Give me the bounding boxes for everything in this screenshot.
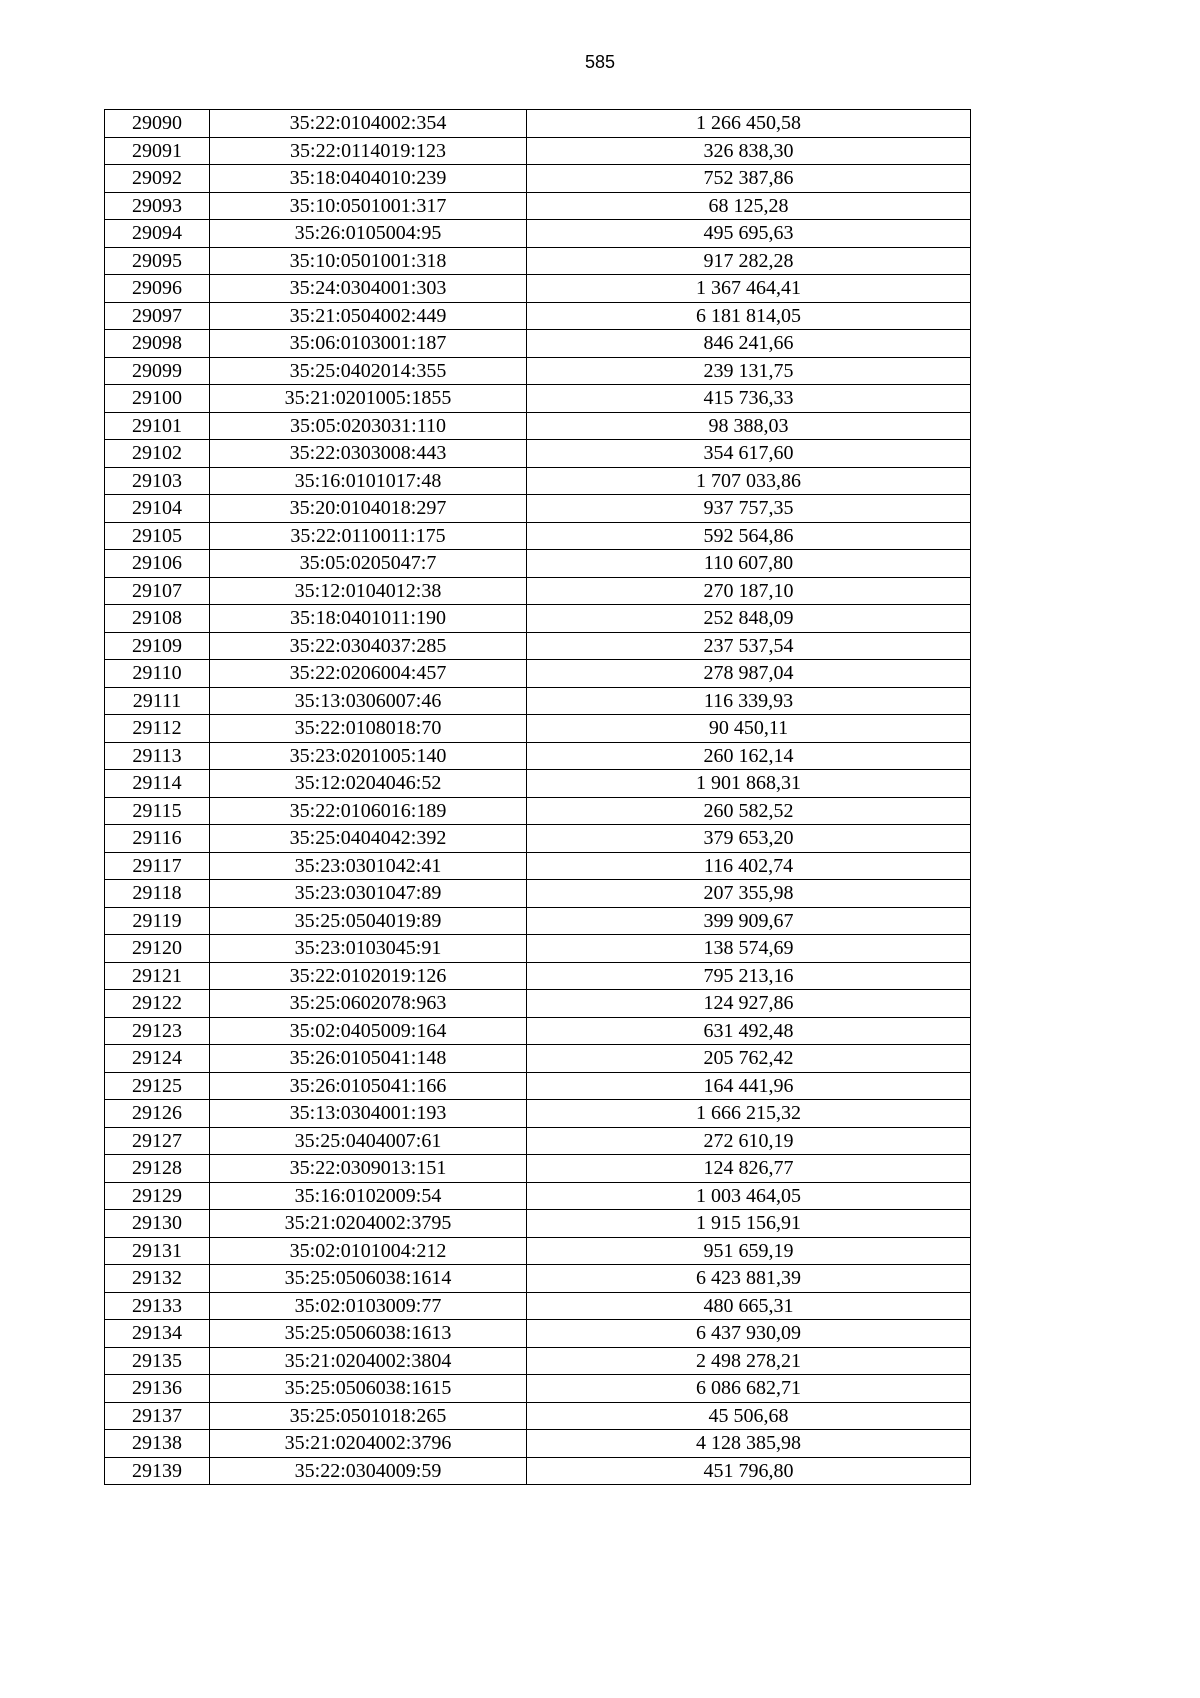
table-row — [105, 192, 971, 220]
cadastral-number-cell: 35:22:0114019:123 — [210, 137, 527, 165]
row-number-cell: 29092 — [105, 165, 210, 193]
cadastral-number-cell: 35:22:0108018:70 — [210, 715, 527, 743]
row-number-cell: 29136 — [105, 1375, 210, 1403]
table-row — [105, 1100, 971, 1128]
table-body — [105, 110, 971, 1485]
row-number-cell: 29100 — [105, 385, 210, 413]
cadastral-value-cell: 752 387,86 — [527, 165, 971, 193]
table-row — [105, 1155, 971, 1183]
cadastral-value-cell: 278 987,04 — [527, 660, 971, 688]
cadastral-number-cell: 35:22:0309013:151 — [210, 1155, 527, 1183]
cadastral-number-cell: 35:23:0103045:91 — [210, 935, 527, 963]
row-number-cell: 29131 — [105, 1237, 210, 1265]
row-number-cell: 29091 — [105, 137, 210, 165]
cadastral-number-cell: 35:21:0504002:449 — [210, 302, 527, 330]
table-row — [105, 825, 971, 853]
table-row — [105, 1292, 971, 1320]
cadastral-value-cell: 415 736,33 — [527, 385, 971, 413]
table-row — [105, 165, 971, 193]
table-row — [105, 1017, 971, 1045]
row-number-cell: 29101 — [105, 412, 210, 440]
table-row — [105, 550, 971, 578]
row-number-cell: 29095 — [105, 247, 210, 275]
table-row — [105, 990, 971, 1018]
cadastral-value-cell: 592 564,86 — [527, 522, 971, 550]
cadastral-value-cell: 45 506,68 — [527, 1402, 971, 1430]
cadastral-number-cell: 35:22:0110011:175 — [210, 522, 527, 550]
table-row — [105, 715, 971, 743]
row-number-cell: 29115 — [105, 797, 210, 825]
table-row — [105, 907, 971, 935]
cadastral-value-cell: 951 659,19 — [527, 1237, 971, 1265]
cadastral-number-cell: 35:16:0102009:54 — [210, 1182, 527, 1210]
cadastral-value-cell: 795 213,16 — [527, 962, 971, 990]
table-row — [105, 495, 971, 523]
table-row — [105, 742, 971, 770]
cadastral-number-cell: 35:16:0101017:48 — [210, 467, 527, 495]
cadastral-value-cell: 354 617,60 — [527, 440, 971, 468]
cadastral-number-cell: 35:25:0504019:89 — [210, 907, 527, 935]
table-row — [105, 1210, 971, 1238]
cadastral-value-cell: 164 441,96 — [527, 1072, 971, 1100]
row-number-cell: 29096 — [105, 275, 210, 303]
row-number-cell: 29126 — [105, 1100, 210, 1128]
cadastral-value-cell: 68 125,28 — [527, 192, 971, 220]
row-number-cell: 29105 — [105, 522, 210, 550]
row-number-cell: 29111 — [105, 687, 210, 715]
row-number-cell: 29110 — [105, 660, 210, 688]
cadastral-value-cell: 6 086 682,71 — [527, 1375, 971, 1403]
cadastral-number-cell: 35:22:0206004:457 — [210, 660, 527, 688]
row-number-cell: 29137 — [105, 1402, 210, 1430]
cadastral-value-cell: 1 707 033,86 — [527, 467, 971, 495]
table-row — [105, 1127, 971, 1155]
table-row — [105, 605, 971, 633]
table-row — [105, 247, 971, 275]
table-row — [105, 220, 971, 248]
row-number-cell: 29124 — [105, 1045, 210, 1073]
cadastral-value-cell: 6 181 814,05 — [527, 302, 971, 330]
table-row — [105, 110, 971, 138]
cadastral-value-cell: 239 131,75 — [527, 357, 971, 385]
cadastral-number-cell: 35:02:0405009:164 — [210, 1017, 527, 1045]
cadastral-number-cell: 35:26:0105041:148 — [210, 1045, 527, 1073]
table-row — [105, 1375, 971, 1403]
table-row — [105, 1265, 971, 1293]
table-row — [105, 577, 971, 605]
cadastral-number-cell: 35:12:0104012:38 — [210, 577, 527, 605]
cadastral-number-cell: 35:13:0306007:46 — [210, 687, 527, 715]
table-row — [105, 660, 971, 688]
table-row — [105, 1045, 971, 1073]
cadastral-value-cell: 110 607,80 — [527, 550, 971, 578]
cadastral-number-cell: 35:05:0203031:110 — [210, 412, 527, 440]
row-number-cell: 29097 — [105, 302, 210, 330]
cadastral-value-cell: 326 838,30 — [527, 137, 971, 165]
cadastral-value-cell: 260 582,52 — [527, 797, 971, 825]
cadastral-number-cell: 35:21:0204002:3804 — [210, 1347, 527, 1375]
row-number-cell: 29098 — [105, 330, 210, 358]
row-number-cell: 29133 — [105, 1292, 210, 1320]
table-row — [105, 687, 971, 715]
table-row — [105, 962, 971, 990]
row-number-cell: 29117 — [105, 852, 210, 880]
table-row — [105, 1072, 971, 1100]
cadastral-value-cell: 205 762,42 — [527, 1045, 971, 1073]
row-number-cell: 29120 — [105, 935, 210, 963]
table-row — [105, 632, 971, 660]
row-number-cell: 29121 — [105, 962, 210, 990]
row-number-cell: 29116 — [105, 825, 210, 853]
cadastral-number-cell: 35:21:0201005:1855 — [210, 385, 527, 413]
table-row — [105, 797, 971, 825]
row-number-cell: 29132 — [105, 1265, 210, 1293]
cadastral-number-cell: 35:24:0304001:303 — [210, 275, 527, 303]
cadastral-value-cell: 846 241,66 — [527, 330, 971, 358]
table-row — [105, 1320, 971, 1348]
cadastral-number-cell: 35:12:0204046:52 — [210, 770, 527, 798]
cadastral-value-cell: 90 450,11 — [527, 715, 971, 743]
cadastral-number-cell: 35:23:0301042:41 — [210, 852, 527, 880]
cadastral-number-cell: 35:10:0501001:318 — [210, 247, 527, 275]
cadastral-number-cell: 35:02:0101004:212 — [210, 1237, 527, 1265]
cadastral-number-cell: 35:23:0201005:140 — [210, 742, 527, 770]
cadastral-value-cell: 6 423 881,39 — [527, 1265, 971, 1293]
table-row — [105, 137, 971, 165]
cadastral-value-cell: 1 367 464,41 — [527, 275, 971, 303]
cadastral-number-cell: 35:25:0404042:392 — [210, 825, 527, 853]
row-number-cell: 29102 — [105, 440, 210, 468]
cadastral-number-cell: 35:26:0105041:166 — [210, 1072, 527, 1100]
cadastral-number-cell: 35:22:0304037:285 — [210, 632, 527, 660]
table-row — [105, 330, 971, 358]
cadastral-value-cell: 138 574,69 — [527, 935, 971, 963]
cadastral-number-cell: 35:18:0401011:190 — [210, 605, 527, 633]
cadastral-value-cell: 116 339,93 — [527, 687, 971, 715]
cadastral-value-cell: 116 402,74 — [527, 852, 971, 880]
cadastral-value-cell: 237 537,54 — [527, 632, 971, 660]
table-row — [105, 1237, 971, 1265]
cadastral-value-cell: 98 388,03 — [527, 412, 971, 440]
cadastral-value-cell: 495 695,63 — [527, 220, 971, 248]
table-row — [105, 440, 971, 468]
cadastral-value-cell: 937 757,35 — [527, 495, 971, 523]
cadastral-value-cell: 272 610,19 — [527, 1127, 971, 1155]
row-number-cell: 29093 — [105, 192, 210, 220]
cadastral-number-cell: 35:25:0602078:963 — [210, 990, 527, 1018]
row-number-cell: 29127 — [105, 1127, 210, 1155]
row-number-cell: 29125 — [105, 1072, 210, 1100]
cadastral-number-cell: 35:25:0506038:1613 — [210, 1320, 527, 1348]
table-row — [105, 852, 971, 880]
cadastral-number-cell: 35:22:0304009:59 — [210, 1457, 527, 1485]
row-number-cell: 29118 — [105, 880, 210, 908]
cadastral-number-cell: 35:26:0105004:95 — [210, 220, 527, 248]
cadastral-number-cell: 35:10:0501001:317 — [210, 192, 527, 220]
cadastral-value-cell: 480 665,31 — [527, 1292, 971, 1320]
table-row — [105, 1430, 971, 1458]
table-row — [105, 770, 971, 798]
row-number-cell: 29129 — [105, 1182, 210, 1210]
cadastral-number-cell: 35:25:0402014:355 — [210, 357, 527, 385]
table-row — [105, 935, 971, 963]
cadastral-value-cell: 1 901 868,31 — [527, 770, 971, 798]
row-number-cell: 29108 — [105, 605, 210, 633]
cadastral-number-cell: 35:18:0404010:239 — [210, 165, 527, 193]
table-row — [105, 1347, 971, 1375]
row-number-cell: 29113 — [105, 742, 210, 770]
row-number-cell: 29090 — [105, 110, 210, 138]
cadastral-value-cell: 124 927,86 — [527, 990, 971, 1018]
cadastral-value-cell: 270 187,10 — [527, 577, 971, 605]
cadastral-value-cell: 379 653,20 — [527, 825, 971, 853]
cadastral-number-cell: 35:25:0501018:265 — [210, 1402, 527, 1430]
row-number-cell: 29106 — [105, 550, 210, 578]
row-number-cell: 29103 — [105, 467, 210, 495]
cadastral-number-cell: 35:22:0106016:189 — [210, 797, 527, 825]
cadastral-number-cell: 35:25:0506038:1614 — [210, 1265, 527, 1293]
cadastral-number-cell: 35:21:0204002:3795 — [210, 1210, 527, 1238]
cadastral-value-cell: 4 128 385,98 — [527, 1430, 971, 1458]
cadastral-number-cell: 35:21:0204002:3796 — [210, 1430, 527, 1458]
cadastral-number-cell: 35:02:0103009:77 — [210, 1292, 527, 1320]
table-row — [105, 880, 971, 908]
cadastral-number-cell: 35:05:0205047:7 — [210, 550, 527, 578]
row-number-cell: 29128 — [105, 1155, 210, 1183]
row-number-cell: 29135 — [105, 1347, 210, 1375]
cadastral-number-cell: 35:25:0506038:1615 — [210, 1375, 527, 1403]
row-number-cell: 29107 — [105, 577, 210, 605]
page-number: 585 — [584, 52, 616, 72]
cadastral-value-table — [104, 109, 971, 1485]
cadastral-number-cell: 35:20:0104018:297 — [210, 495, 527, 523]
row-number-cell: 29134 — [105, 1320, 210, 1348]
cadastral-number-cell: 35:25:0404007:61 — [210, 1127, 527, 1155]
row-number-cell: 29139 — [105, 1457, 210, 1485]
table-row — [105, 412, 971, 440]
table-row — [105, 1402, 971, 1430]
cadastral-number-cell: 35:22:0303008:443 — [210, 440, 527, 468]
cadastral-value-cell: 631 492,48 — [527, 1017, 971, 1045]
row-number-cell: 29114 — [105, 770, 210, 798]
cadastral-value-cell: 252 848,09 — [527, 605, 971, 633]
cadastral-value-cell: 6 437 930,09 — [527, 1320, 971, 1348]
cadastral-value-cell: 1 266 450,58 — [527, 110, 971, 138]
cadastral-number-cell: 35:22:0104002:354 — [210, 110, 527, 138]
cadastral-number-cell: 35:13:0304001:193 — [210, 1100, 527, 1128]
row-number-cell: 29138 — [105, 1430, 210, 1458]
row-number-cell: 29123 — [105, 1017, 210, 1045]
table-row — [105, 385, 971, 413]
row-number-cell: 29104 — [105, 495, 210, 523]
cadastral-value-cell: 260 162,14 — [527, 742, 971, 770]
table-row — [105, 357, 971, 385]
cadastral-value-cell: 451 796,80 — [527, 1457, 971, 1485]
table-row — [105, 275, 971, 303]
cadastral-value-cell: 2 498 278,21 — [527, 1347, 971, 1375]
cadastral-value-cell: 1 915 156,91 — [527, 1210, 971, 1238]
cadastral-value-cell: 207 355,98 — [527, 880, 971, 908]
table-row — [105, 1457, 971, 1485]
table-row — [105, 302, 971, 330]
cadastral-value-cell: 124 826,77 — [527, 1155, 971, 1183]
table-row — [105, 1182, 971, 1210]
cadastral-number-cell: 35:06:0103001:187 — [210, 330, 527, 358]
row-number-cell: 29109 — [105, 632, 210, 660]
table-row — [105, 467, 971, 495]
row-number-cell: 29099 — [105, 357, 210, 385]
cadastral-value-cell: 917 282,28 — [527, 247, 971, 275]
cadastral-value-cell: 1 666 215,32 — [527, 1100, 971, 1128]
cadastral-number-cell: 35:23:0301047:89 — [210, 880, 527, 908]
row-number-cell: 29119 — [105, 907, 210, 935]
table-row — [105, 522, 971, 550]
cadastral-number-cell: 35:22:0102019:126 — [210, 962, 527, 990]
row-number-cell: 29112 — [105, 715, 210, 743]
row-number-cell: 29094 — [105, 220, 210, 248]
cadastral-value-cell: 1 003 464,05 — [527, 1182, 971, 1210]
cadastral-value-cell: 399 909,67 — [527, 907, 971, 935]
row-number-cell: 29130 — [105, 1210, 210, 1238]
row-number-cell: 29122 — [105, 990, 210, 1018]
